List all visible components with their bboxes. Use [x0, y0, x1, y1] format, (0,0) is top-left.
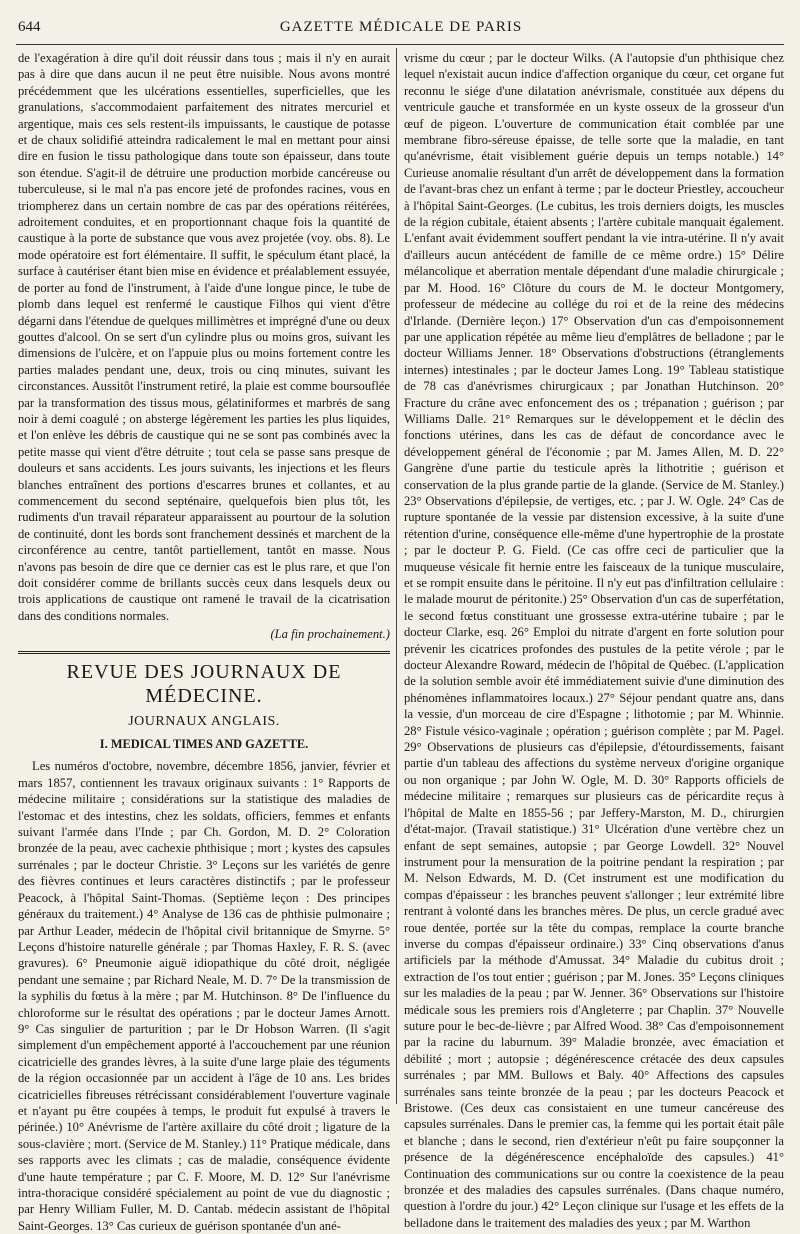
- section-title: REVUE DES JOURNAUX DE MÉDECINE.: [66, 660, 342, 707]
- subsection-title: JOURNAUX ANGLAIS.: [128, 713, 280, 729]
- article-continuation-text: de l'exagération à dire qu'il doit réussir dans tous ; mais il n'y en aurait pas à dire que dans aucun il ne peut être nuisible. Nous avons montré précédemment que les ulcérations essentielles, superficielles, que les granulations, s'accommodaient parfaitement des nitrates mercuriel et argentique, mais ces sels restent-ils impuissants, le caustique de potasse et de chaux solidifié atteindra radicalement le mal en mettant pour ainsi dire en fusion le tissu pathologique dans toute son épaisseur, dans toute son étendue. S'agit-il de détruire une production morbide cancéreuse ou tuberculeuse, si le mal n'a pas encore jeté de profondes racines, vous en triompherez dans un certain nombre de cas par des opérations réitérées, adroitement conduites, et en proportionnant chaque fois la quantité de caustique à la porte de substance que vous avez projetée (voy. obs. 8). Le mode opératoire est fort élémentaire. Il suffit, le spéculum étant placé, la surface à cautériser étant bien mise en évidence et préalablement essuyée, de porter au fond de l'instrument, à l'aide d'une longue pince, le tube de plomb dans lequel est renfermé le caustique Filhos qui vient d'être dégarni dans l'étendue de quelques millimètres et imprégné d'une ou deux gouttes d'alcool. On se sert d'un cylindre plus ou moins gros, suivant les dimensions de l'ulcère, et on l'appuie plus ou moins fortement contre les parties malades pendant une, deux, trois ou cinq minutes, suivant les circonstances. Aussitôt l'instrument retiré, la plaie est comme boursouflée par la transformation des tissus mous, gélatiniformes et marbrés de sang noir à demi coagulé ; on absterge légèrement les parties les plus liquides, et l'on enlève les débris de caustique qui ne se sont pas combinés avec la petite masse qui vient d'être détruite ; tout cela se passe sans presque de douleurs et sans accidents. Les jours suivants, les injections et les fleurs blanches entraînent des portions d'escarres brunes et collantes, et au commencement du second septénaire, quelquefois bien plus tôt, les rudiments d'un travail réparateur apparaissent au pourtour de la solution de continuité, dont les bords sont franchement dessinés et marchent de la circonférence au centre, tantôt partiellement, tantôt en masse. Nous n'avons pas besoin de dire que ce dernier cas est le plus rare, et que l'on doit considérer comme de brillants succès ceux dans lesquels deux ou trois applications de caustique ont ramené le travail de la cicatrisation dans des conditions normales.: [18, 51, 390, 623]
- left-column: [18, 50, 390, 1233]
- journal-review-continuation: vrisme du cœur ; par le docteur Wilks. (A l'autopsie d'un phthisique chez lequel n'existait aucun indice d'affection organique du cœur, cet organe fut reconnu le siége d'une dilatation anévrismale, constituée aux dépens du ventricule gauche et transformée en un kyste osseux de la grosseur d'un œuf de pigeon. L'ouverture de communication était comblée par une membrane fibro-séreuse épaisse, de telle sorte que la maladie, en tant qu'anévrisme, était visiblement guérie depuis un temps notable.) 14° Curieuse anomalie résultant d'un arrêt de développement dans la formation de l'avant-bras chez un enfant à terme ; par le docteur Priestley, accoucheur à l'hôpital Saint-Georges. (Le cubitus, les trois derniers doigts, les muscles de la région cubitale, étaient absents ; l'artère cubitale manquait également. L'enfant avait évidemment souffert pendant la vie intra-utérine. Il n'y avait d'ailleurs aucun antécédent de famille de ce même ordre.) 15° Délire mélancolique et aberration mentale dépendant d'une maladie chirurgicale ; par M. Hood. 16° Clôture du cours de M. le docteur Montgomery, professeur de médecine au collége du roi et de la reine des médecins d'Irlande. (Dernière leçon.) 17° Observation d'un cas d'empoisonnement par une application répétée au même lieu d'emplâtres de belladone ; par le docteur Williams Jenner. 18° Observations d'obstructions (étranglements internes) intestinales ; par le docteur James Long. 19° Tableau statistique de 78 cas d'anévrismes chirurgicaux ; par Jonathan Hutchinson. 20° Fracture du crâne avec enfoncement des os ; trépanation ; guérison ; par Williams Dalle. 21° Remarques sur le développement et le déclin des fonctions utérines, dans les cas de défaut de concordance avec le développement général de l'économie ; par M. James Allen, M. D. 22° Gangrène d'une partie du testicule après la lithotritie ; guérison et conservation de la plus grande partie de la glande. (Service de M. Stanley.) 23° Observations d'épilepsie, de vertiges, etc. ; par J. W. Ogle. 24° Cas de rupture spontanée de la vessie par distension excessive, à la suite d'une rétention d'urine, conséquence elle-même d'une hypertrophie de la prostate ; par le docteur P. G. Field. (Ce cas offre ceci de particulier que la muqueuse vésicale fit hernie entre les faisceaux de la tunique musculaire, et se rompit ensuite dans le péritoine. Il n'y eut pas d'infiltration cellulaire : le malade mourut de péritonite.) 25° Observation d'un cas de superfétation, le second fœtus constituant une grossesse extra-utérine tubaire ; par le docteur Clarke, esq. 26° Emploi du nitrate d'argent en forte solution pour prévenir les cicatrices profondes des pustules de la petite vérole ; par le docteur Alexandre Roward, médecin de l'hôpital de Québec. (L'application de la solution semble avoir été immédiatement suivie d'une diminution des phénomènes inflammatoires locaux.) 27° Séjour pendant quatre ans, dans la vessie, d'un morceau de cire d'Espagne ; lithotomie ; par M. Whinnie. 28° Fistule vésico-vaginale ; opération ; guérison complète ; par M. Pagel. 29° Observations de plusieurs cas d'épilepsie, d'étourdissements, faisant partie d'un tableau des affections du système nerveux d'origine organique ou non organique ; par John W. Ogle, M. D. 30° Rapports officiels de médecine militaire ; remarques sur plusieurs cas de péricardite reçus à l'hôpital de Malte en 1855-56 ; par Jeffery-Marston, M. D., chirurgien d'état-major. (Travail statistique.) 31° Ulcération d'une vertèbre chez un enfant de sept semaines, autopsie ; par George Lowdell. 32° Nouvel instrument pour la mensuration de la poitrine pendant la respiration ; par M. Nelson Edwards, M. D. (Cet instrument est une modification du compas d'épaisseur : les branches peuvent s'allonger ; leur extrémité libre rentrant à volonté dans les branches mères. De plus, un cercle gradué avec roue dentée, portée sur la tête du compas, remplace la courte branche inverse du compas d'épaisseur ordinaire.) 33° Cinq observations d'anus artificiels par la méthode d'Amussat. 34° Maladie du cubitus droit ; extraction de l'os tout entier ; guérison ; par M. Jones. 35° Leçons cliniques sur les maladies de la peau ; par W. Jenner. 36° Observations sur l'histoire médicale sous les premiers rois d'Angleterre ; par Chaplin. 37° Nouvelle suture pour le bec-de-lièvre ; par Alfred Wood. 38° Cas d'empoisonnement par la racine du laburnum. 39° Maladie bronzée, avec émaciation et débilité ; mort ; autopsie ; dégénérescence crétacée des deux capsules surrénales ; par MM. Bullows et Baly. 40° Affections des capsules surrénales sans teinte bronzée de la peau ; par les docteurs Peacock et Bristowe. (Ces deux cas consistaient en une tumeur cancéreuse des capsules surrénales. Dans le premier cas, la femme qui les portait était pâle et blanche ; dans le second, rien d'extérieur n'eût pu faire soupçonner la présence de la dégénérescence encéphaloïde des capsules.) 41° Continuation des communications sur ou contre la coexistence de la peau bronzée et des maladies des capsules surrénales. (Dans chaque numéro, question à l'ordre du jour.) 42° Leçon clinique sur l'usage et les effets de la belladone dans le traitement des maladies des yeux ; par M. Warthon: [404, 51, 784, 1230]
- page-number: 644: [18, 18, 41, 35]
- header-rule: [16, 44, 784, 45]
- journal-review-text: Les numéros d'octobre, novembre, décembre 1856, janvier, février et mars 1857, contiennent les travaux originaux suivants : 1° Rapports de médecine militaire ; considérations sur la statistique des maladies de l'estomac et des intestins, chez les soldats, officiers, femmes et enfants suivant l'armée dans l'Inde ; par Ch. Gordon, M. D. 2° Coloration bronzée de la peau, avec cachexie phthisique ; mort ; kystes des capsules surrénales ; par le docteur Christie. 3° Leçons sur les variétés de genre des fièvres continues et leurs caractères distinctifs ; par le professeur Peacock, à l'hôpital Saint-Thomas. (Septième leçon : Des principes généraux du traitement.) 4° Analyse de 136 cas de phthisie pulmonaire ; par Arthur Leader, médecin de l'hôpital civil britannique de Smyrne. 5° Leçons d'histoire naturelle générale ; par Thomas Haxley, F. R. S. (avec gravures). 6° Pneumonie aiguë idiopathique du côté droit, négligée pendant une semaine ; par Richard Neale, M. D. 7° De la transmission de la syphilis du fœtus à la mère ; par M. Hutchinson. 8° De l'influence du chloroforme sur le résultat des opérations ; par le docteur James Arnott. 9° Cas singulier de parturition ; par le Dr Hobson Warren. (Il s'agit simplement d'un empêchement apporté à l'accouchement par une réunion cicatricielle des grandes lèvres, à la suite d'une large plaie des téguments de la région occasionnée par un accident à l'âge de 10 ans. Les brides cicatricielles fibreuses rétrécissant considérablement l'ouverture vaginale et n'ayant pu être coupées à temps, le produit fut expulsé à travers le périnée.) 10° Anévrisme de l'artère axillaire du côté droit ; ligature de la sous-clavière ; mort. (Service de M. Stanley.) 11° Pratique médicale, dans ses rapports avec les climats ; cas de maladie, conséquence évidente d'une haute température ; par C. F. Moore, M. D. 12° Sur l'anévrisme intra-thoracique considéré spécialement au point de vue du diagnostic ; par Henry William Fuller, M. D. Cantab. médecin assistant de l'hôpital Saint-Georges. 13° Cas curieux de guérison spontanée d'un ané-: [18, 759, 390, 1233]
- section-separator: [18, 651, 390, 654]
- to-be-continued-note: (La fin prochainement.): [270, 627, 390, 642]
- column-divider: [396, 48, 397, 1104]
- journal-title: I. MEDICAL TIMES AND GAZETTE.: [99, 737, 309, 752]
- running-title: GAZETTE MÉDICALE DE PARIS: [279, 18, 523, 35]
- right-column: [404, 50, 784, 1230]
- page-header: [18, 14, 784, 40]
